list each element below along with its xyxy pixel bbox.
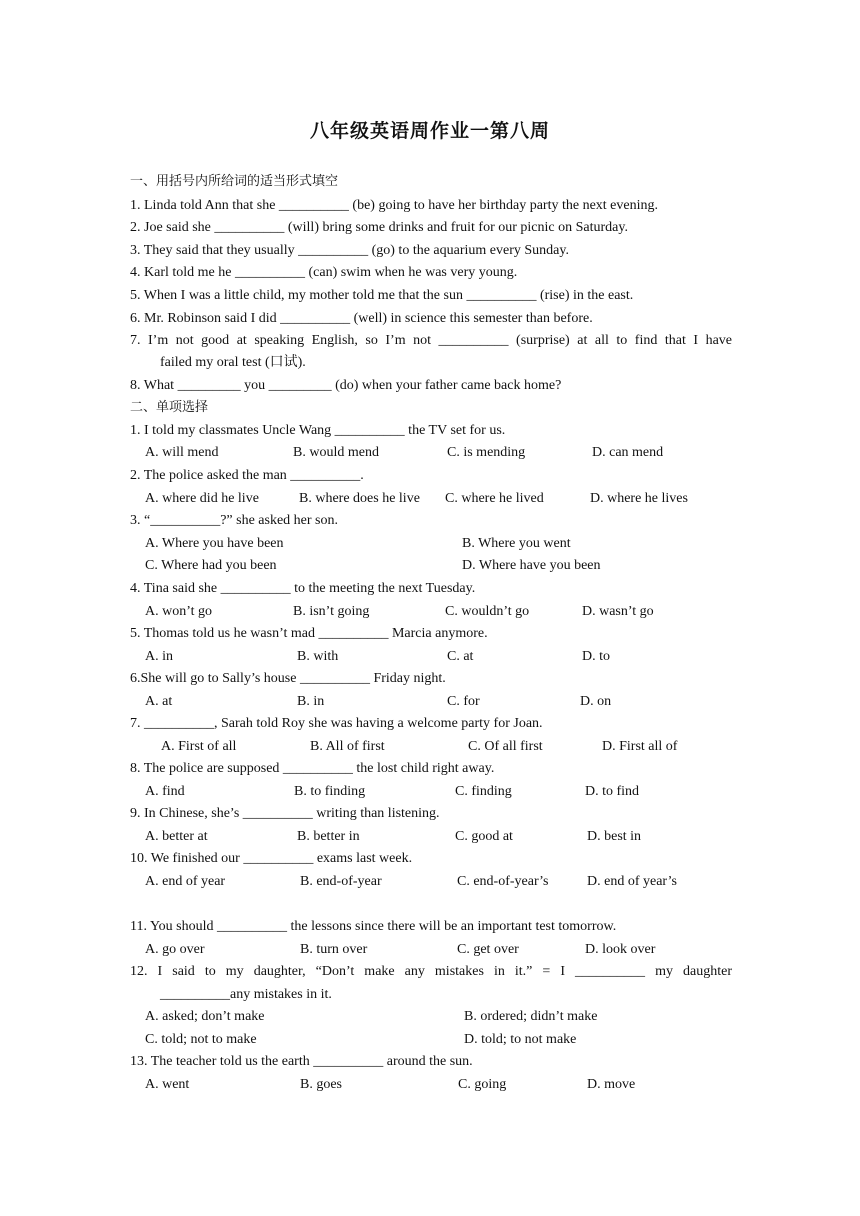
question-text: 4. Tina said she __________ to the meeting the next Tuesday. xyxy=(130,581,476,596)
option-b: B. ordered; didn’t make xyxy=(464,1009,598,1024)
option-a: A. will mend xyxy=(145,445,219,460)
question-text: 7. __________, Sarah told Roy she was having a welcome party for Joan. xyxy=(130,716,543,731)
option-b: B. where does he live xyxy=(299,491,420,506)
question-text: 1. I told my classmates Uncle Wang __________ the TV set for us. xyxy=(130,423,506,438)
question-text: 3. “__________?” she asked her son. xyxy=(130,513,339,528)
option-a: A. won’t go xyxy=(145,604,213,619)
question-text: 12. I said to my daughter, “Don’t make any mistakes in it.” = I __________ my daughter xyxy=(130,964,732,979)
option-d: D. best in xyxy=(587,829,642,844)
option-b: B. All of first xyxy=(310,739,385,754)
option-b: B. to finding xyxy=(294,784,366,799)
option-a: A. First of all xyxy=(161,739,237,754)
fill-blank-item: 1. Linda told Ann that she __________ (be) going to have her birthday party the next evening. xyxy=(130,198,658,213)
option-a: A. end of year xyxy=(145,874,226,889)
fill-blank-item: 6. Mr. Robinson said I did __________ (well) in science this semester than before. xyxy=(130,311,593,326)
option-d: D. wasn’t go xyxy=(582,604,654,619)
option-c: C. is mending xyxy=(447,445,526,460)
option-b: B. would mend xyxy=(293,445,379,460)
fill-blank-item: 8. What _________ you _________ (do) when your father came back home? xyxy=(130,378,562,393)
fill-blank-item: 5. When I was a little child, my mother told me that the sun __________ (rise) in the east. xyxy=(130,288,634,303)
option-c: C. get over xyxy=(457,942,519,957)
option-d: D. Where have you been xyxy=(462,558,601,573)
option-c: C. Where had you been xyxy=(145,558,277,573)
option-d: D. move xyxy=(587,1077,636,1092)
option-c: C. for xyxy=(447,694,480,709)
option-b: B. end-of-year xyxy=(300,874,382,889)
option-c: C. finding xyxy=(455,784,512,799)
option-c: C. good at xyxy=(455,829,513,844)
option-a: A. where did he live xyxy=(145,491,259,506)
question-text: 9. In Chinese, she’s __________ writing than listening. xyxy=(130,806,440,821)
option-d: D. told; to not make xyxy=(464,1032,577,1047)
question-text: 2. The police asked the man __________. xyxy=(130,468,364,483)
fill-blank-item: 3. They said that they usually __________ (go) to the aquarium every Sunday. xyxy=(130,243,569,258)
option-a: A. went xyxy=(145,1077,190,1092)
option-a: A. better at xyxy=(145,829,208,844)
option-d: D. First all of xyxy=(602,739,678,754)
option-b: B. turn over xyxy=(300,942,368,957)
option-a: A. at xyxy=(145,694,173,709)
option-c: C. where he lived xyxy=(445,491,544,506)
option-b: B. Where you went xyxy=(462,536,571,551)
option-d: D. look over xyxy=(585,942,656,957)
fill-blank-item: 7. I’m not good at speaking English, so I’m not __________ (surprise) at all to find that I have xyxy=(130,333,732,348)
fill-blank-item-continued: failed my oral test (口试). xyxy=(160,355,306,370)
fill-blank-item: 2. Joe said she __________ (will) bring some drinks and fruit for our picnic on Saturday. xyxy=(130,220,628,235)
question-text-continued: __________any mistakes in it. xyxy=(160,987,332,1002)
option-c: C. end-of-year’s xyxy=(457,874,549,889)
question-text: 8. The police are supposed __________ the lost child right away. xyxy=(130,761,495,776)
option-c: C. told; not to make xyxy=(145,1032,257,1047)
option-b: B. better in xyxy=(297,829,360,844)
option-d: D. to xyxy=(582,649,610,664)
option-a: A. Where you have been xyxy=(145,536,284,551)
section-heading: 一、用括号内所给词的适当形式填空 xyxy=(130,174,339,189)
question-text: 5. Thomas told us he wasn’t mad __________ Marcia anymore. xyxy=(130,626,488,641)
question-text: 10. We finished our __________ exams last week. xyxy=(130,851,413,866)
page-title: 八年级英语周作业一第八周 xyxy=(309,120,550,142)
question-text: 11. You should __________ the lessons since there will be an important test tomorrow. xyxy=(130,919,617,934)
option-c: C. wouldn’t go xyxy=(445,604,530,619)
question-text: 6.She will go to Sally’s house __________ Friday night. xyxy=(130,671,446,686)
option-d: D. to find xyxy=(585,784,640,799)
option-d: D. can mend xyxy=(592,445,664,460)
option-d: D. where he lives xyxy=(590,491,688,506)
option-a: A. in xyxy=(145,649,173,664)
section-heading: 二、单项选择 xyxy=(130,400,209,415)
option-d: D. end of year’s xyxy=(587,874,677,889)
question-text: 13. The teacher told us the earth __________ around the sun. xyxy=(130,1054,473,1069)
option-b: B. goes xyxy=(300,1077,342,1092)
fill-blank-item: 4. Karl told me he __________ (can) swim when he was very young. xyxy=(130,265,518,280)
option-b: B. in xyxy=(297,694,325,709)
option-c: C. Of all first xyxy=(468,739,543,754)
option-c: C. at xyxy=(447,649,474,664)
option-c: C. going xyxy=(458,1077,507,1092)
option-d: D. on xyxy=(580,694,612,709)
option-b: B. isn’t going xyxy=(293,604,370,619)
option-a: A. asked; don’t make xyxy=(145,1009,265,1024)
option-b: B. with xyxy=(297,649,339,664)
option-a: A. go over xyxy=(145,942,205,957)
option-a: A. find xyxy=(145,784,185,799)
